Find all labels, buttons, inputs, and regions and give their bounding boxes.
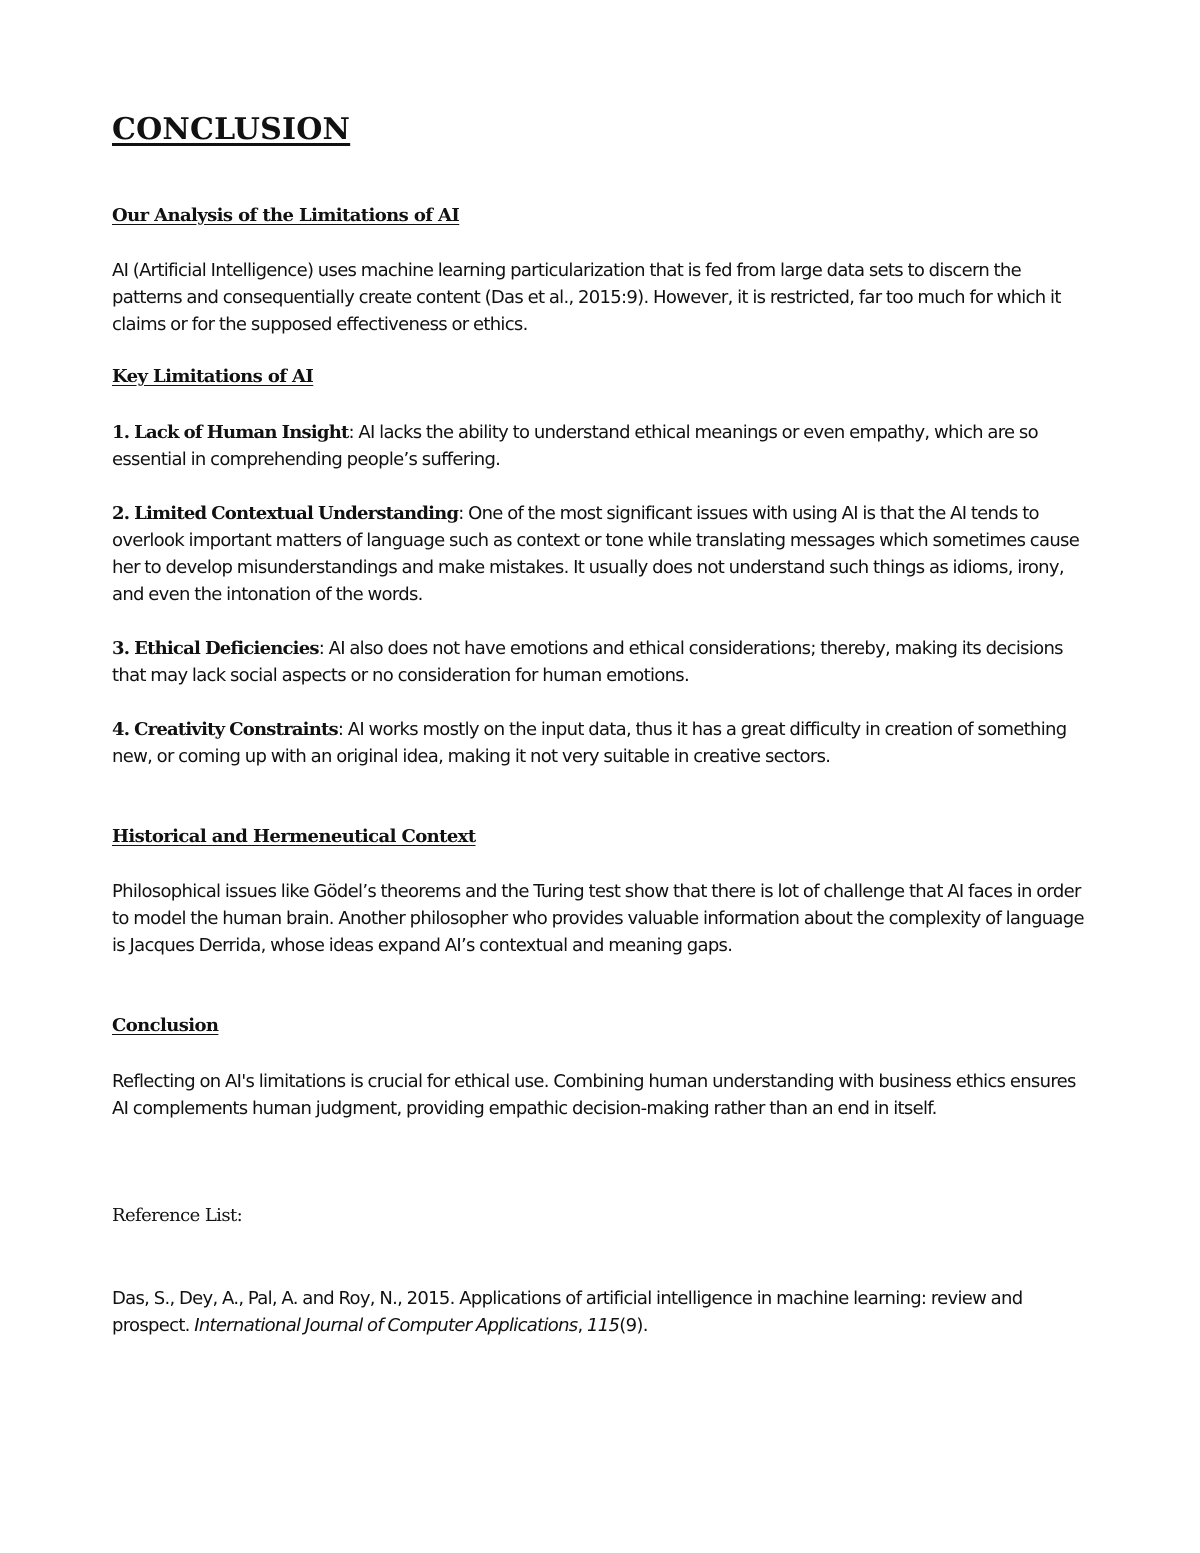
limitation-label: 2. Limited Contextual Understanding bbox=[112, 503, 459, 524]
limitation-label: 1. Lack of Human Insight bbox=[112, 422, 349, 443]
limitation-item-2 bbox=[112, 500, 1092, 608]
historical-paragraph: Philosophical issues like Gödel’s theorems and the Turing test show that there is lot of challenge that AI faces in order to model the human brain. Another philosopher who provides valuable information about the complexity of language is Jacques Derrida, whose ideas expand AI’s contextual and meaning gaps. bbox=[112, 881, 1084, 956]
reference-issue: (9). bbox=[619, 1315, 648, 1336]
reference-separator: , bbox=[577, 1315, 588, 1336]
reference-journal: International Journal of Computer Applications bbox=[194, 1315, 578, 1336]
reference-list-heading: Reference List: bbox=[112, 1205, 243, 1226]
conclusion-paragraph: Reflecting on AI's limitations is crucial for ethical use. Combining human understanding with business ethics ensures AI complements human judgment, providing empathic decision-making rather than an end in itself. bbox=[112, 1071, 1076, 1119]
reference-volume: 115 bbox=[587, 1315, 620, 1336]
limitation-item-4 bbox=[112, 716, 1092, 770]
limitation-label: 4. Creativity Constraints bbox=[112, 719, 338, 740]
limitation-text: : AI also does not have emotions and ethical considerations; thereby, making its decisions that may lack social aspects or no consideration for human emotions. bbox=[112, 638, 1063, 686]
limitation-text: : AI works mostly on the input data, thus it has a great difficulty in creation of something new, or coming up with an original idea, making it not very suitable in creative sectors. bbox=[112, 719, 1067, 767]
conclusion-heading: Conclusion bbox=[112, 1015, 219, 1036]
analysis-heading: Our Analysis of the Limitations of AI bbox=[112, 205, 460, 226]
reference-text: Das, S., Dey, A., Pal, A. and Roy, N., 2015. Applications of artificial intelligence in machine learning: review and prospect. bbox=[112, 1288, 1023, 1336]
limitation-item-3 bbox=[112, 635, 1092, 689]
historical-heading: Historical and Hermeneutical Context bbox=[112, 826, 476, 847]
limitation-item-1 bbox=[112, 419, 1092, 473]
document-title: CONCLUSION bbox=[112, 112, 351, 147]
key-limitations-heading: Key Limitations of AI bbox=[112, 366, 314, 387]
limitation-text: : One of the most significant issues with using AI is that the AI tends to overlook important matters of language such as context or tone while translating messages which sometimes cause her to develop misunderstandings and make mistakes. It usually does not understand such things as idioms, irony, and even the intonation of the words. bbox=[112, 503, 1080, 605]
limitation-text: : AI lacks the ability to understand ethical meanings or even empathy, which are so essential in comprehending people’s suffering. bbox=[112, 422, 1038, 470]
limitation-label: 3. Ethical Deficiencies bbox=[112, 638, 319, 659]
reference-entry bbox=[112, 1285, 1092, 1339]
analysis-paragraph: AI (Artificial Intelligence) uses machine learning particularization that is fed from large data sets to discern the patterns and consequentially create content (Das et al., 2015:9). However, it is restricted, far too much for which it claims or for the supposed effectiveness or ethics. bbox=[112, 260, 1061, 335]
